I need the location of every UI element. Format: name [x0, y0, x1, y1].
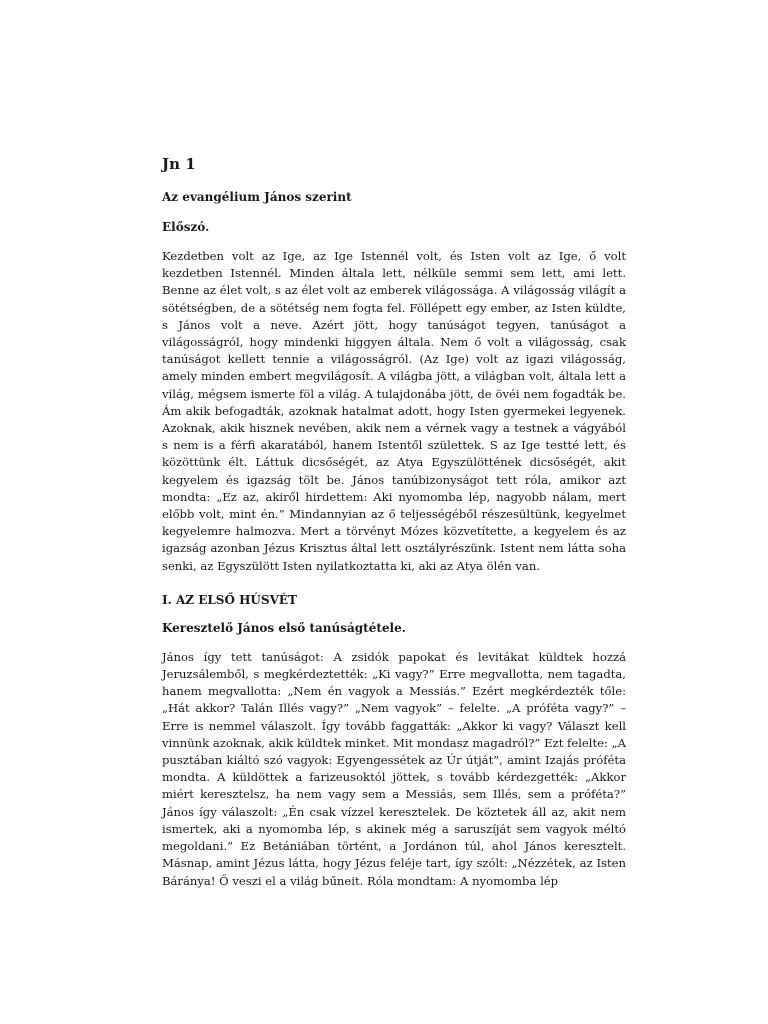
subsection-heading: Keresztelő János első tanúságtétele. — [162, 620, 406, 635]
prologue-heading: Előszó. — [162, 220, 210, 234]
prologue-paragraph: Kezdetben volt az Ige, az Ige Istennél volt, és Isten volt az Ige, ő volt kezdetben Istennél. Minden általa lett, nélküle semmi sem lett, ami lett. Benne az élet volt, s az élet volt az emberek világossága. A világosság világít a sötétségben, de a sötétség nem fogta fel. Föllépett egy ember, az Isten küldte, s János volt a neve. Azért jött, hogy tanúságot tegyen, tanúságot a világosságról, hogy mindenki higgyen általa. Nem ő volt a világosság, csak tanúságot kellett tennie a világosságról. (Az Ige) volt az igazi világosság, amely minden embert megvilágosít. A világba jött, a világban volt, általa lett a világ, mégsem ismerte föl a világ. A tulajdonába jött, de övéi nem fogadták be. Ám akik befogadták, azoknak hatalmat adott, hogy Isten gyermekei legyenek. Azoknak, akik hisznek nevében, akik nem a vérnek vagy a testnek a vágyából s nem is a férfi akaratából, hanem Istentől születtek. S az Ige testté lett, és közöttünk élt. Láttuk dicsőségét, az Atya Egyszülöttének dicsőségét, akit kegyelem és igazság tölt be. János tanúbizonyságot tett róla, amikor azt mondta: „Ez az, akiről hirdettem: Aki nyomomba lép, nagyobb nálam, mert előbb volt, mint én.” Mindannyian az ő teljességéből részesültünk, kegyelmet kegyelemre halmozva. Mert a törvényt Mózes közvetítette, a kegyelem és az igazság azonban Jézus Krisztus által lett osztályrészünk. Istent nem látta soha senki, az Egyszülött Isten nyilatkoztatta ki, aki az Atya ölén van. — [162, 249, 626, 573]
section-heading: I. AZ ELSŐ HÚSVÉT — [162, 592, 297, 607]
document-page — [162, 155, 626, 906]
section-paragraph: János így tett tanúságot: A zsidók papokat és levitákat küldtek hozzá Jeruzsálemből, s megkérdeztették: „Ki vagy?” Erre megvallotta, nem tagadta, hanem megvallotta: „Nem én vagyok a Messiás.” Ezért megkérdezték tőle: „Hát akkor? Talán Illés vagy?” „Nem vagyok” – felelte. „A próféta vagy?” – Erre is nemmel válaszolt. Így tovább faggatták: „Akkor ki vagy? Választ kell vinnünk azoknak, akik küldtek minket. Mit mondasz magadról?” Ezt felelte: „A pusztában kiáltó szó vagyok: Egyengessétek az Úr útját”, amint Izajás próféta mondta. A küldöttek a farizeusoktól jöttek, s tovább kérdezgették: „Akkor miért keresztelsz, ha nem vagy sem a Messiás, sem Illés, sem a próféta?” János így válaszolt: „Én csak vízzel keresztelek. De köztetek áll az, akit nem ismertek, aki a nyomomba lép, s akinek még a saruszíját sem vagyok méltó megoldani.” Ez Betániában történt, a Jordánon túl, ahol János keresztelt. Másnap, amint Jézus látta, hogy Jézus feléje tart, így szólt: „Nézzétek, az Isten Báránya! Ő veszi el a világ bűneit. Róla mondtam: A nyomomba lép — [162, 649, 626, 888]
book-reference: Jn 1 — [162, 155, 196, 173]
document-title: Az evangélium János szerint — [162, 190, 352, 204]
